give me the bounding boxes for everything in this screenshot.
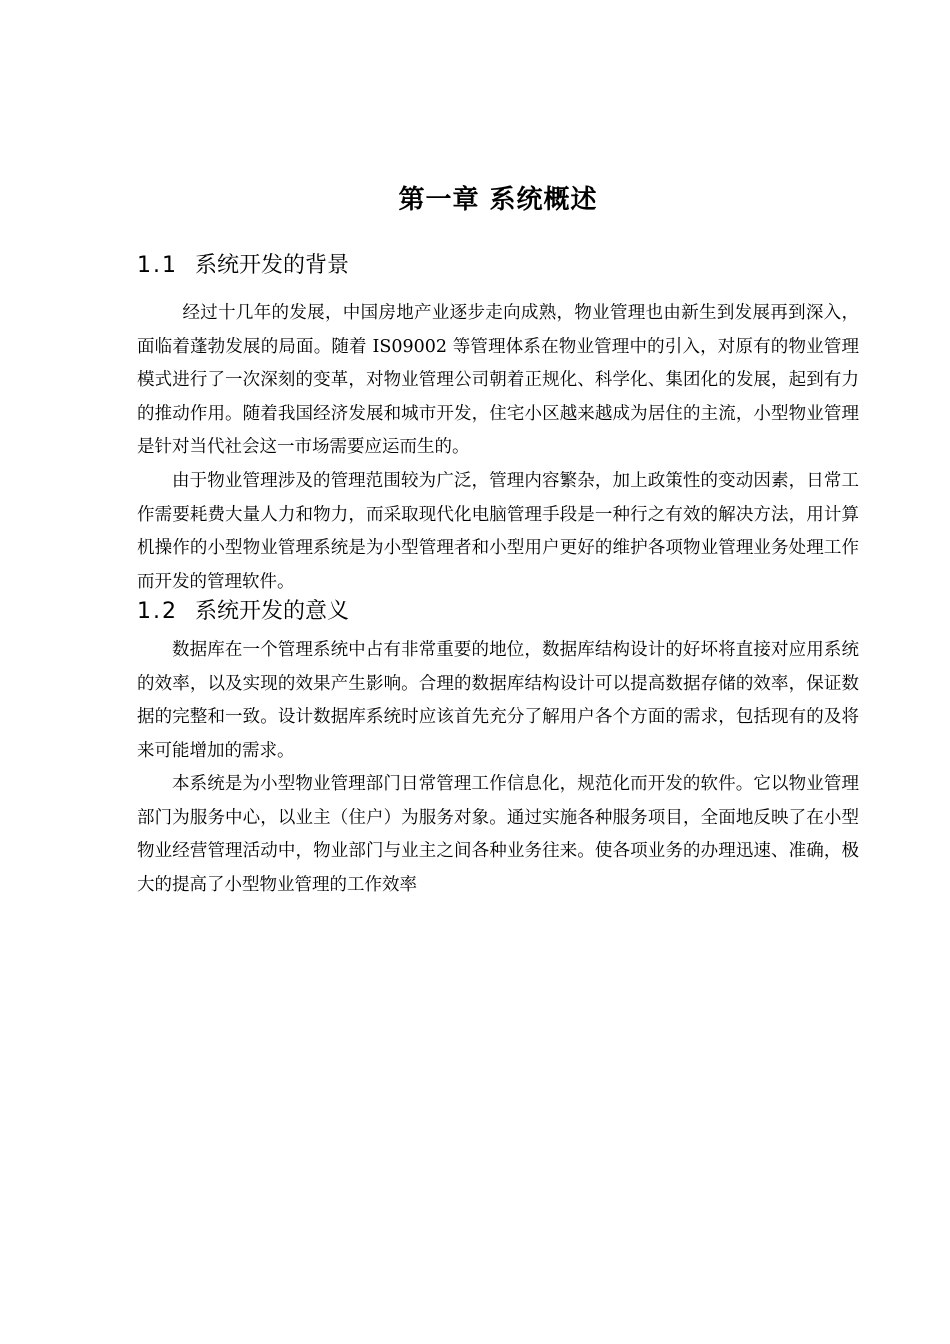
section-title: 系统开发的意义 <box>195 599 350 624</box>
section-number: 1.1 <box>137 253 178 278</box>
paragraph: 数据库在一个管理系统中占有非常重要的地位，数据库结构设计的好坏将直接对应用系统的效率，以及实现的效果产生影响。合理的数据库结构设计可以提高数据存储的效率，保证数据的完整和一致。设计数据库系统时应该首先充分了解用户各个方面的需求，包括现有的及将来可能增加的需求。 <box>137 640 859 761</box>
paragraph: 经过十几年的发展，中国房地产业逐步走向成熟，物业管理也由新生到发展再到深入，面临着蓬勃发展的局面。随着 IS09002 等管理体系在物业管理中的引入，对原有的物业管理模式进行了一次深刻的变革，对物业管理公司朝着正规化、科学化、集团化的发展，起到有力的推动作用。随着我国经济发展和城市开发，住宅小区越来越成为居住的主流，小型物业管理是针对当代社会这一市场需要应运而生的。 <box>137 303 859 457</box>
paragraph: 由于物业管理涉及的管理范围较为广泛，管理内容繁杂，加上政策性的变动因素，日常工作需要耗费大量人力和物力，而采取现代化电脑管理手段是一种行之有效的解决方法，用计算机操作的小型物业管理系统是为小型管理者和小型用户更好的维护各项物业管理业务处理工作而开发的管理软件。 <box>137 471 859 592</box>
chapter-title: 第一章 系统概述 <box>398 185 598 215</box>
section-title: 系统开发的背景 <box>195 253 350 278</box>
section-heading-1-2 <box>137 596 349 628</box>
section-heading-1-1 <box>137 250 349 282</box>
paragraph: 本系统是为小型物业管理部门日常管理工作信息化，规范化而开发的软件。它以物业管理部门为服务中心，以业主（住户）为服务对象。通过实施各种服务项目，全面地反映了在小型物业经营管理活动中，物业部门与业主之间各种业务往来。使各项业务的办理迅速、准确，极大的提高了小型物业管理的工作效率 <box>137 774 859 895</box>
section-number: 1.2 <box>137 599 178 624</box>
